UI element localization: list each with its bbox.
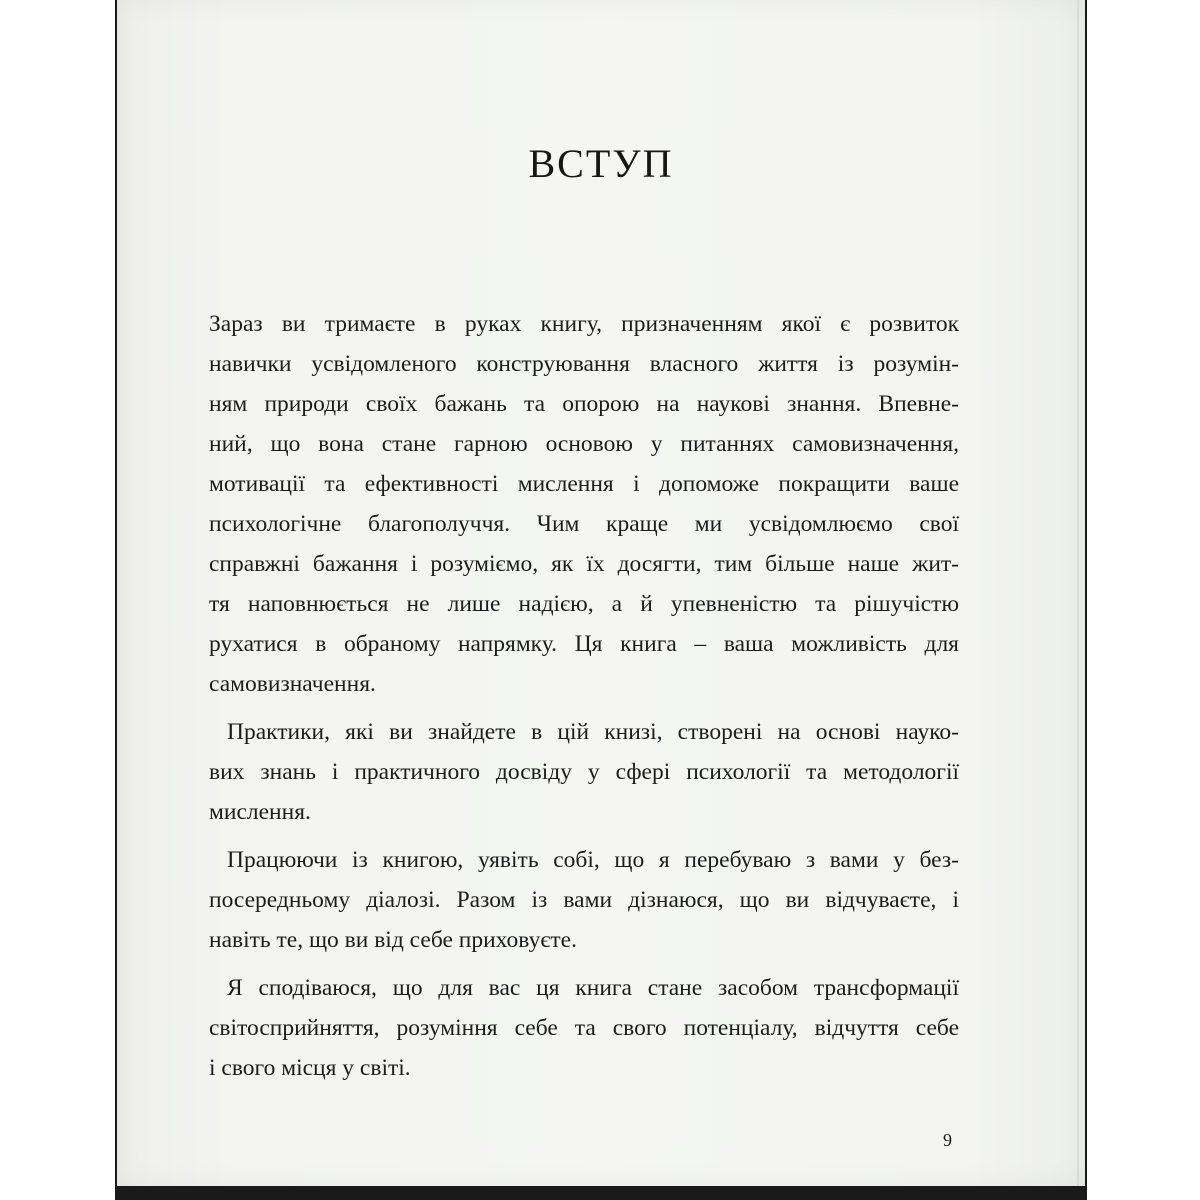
body-text <box>209 304 959 1096</box>
text-line: навіть те, що ви від себе приховуєте. <box>209 927 577 953</box>
text-line: вих знань і практичного досвіду у сфері психології та методології <box>209 759 959 785</box>
paragraph-4 <box>209 968 959 1088</box>
text-line: Працюючи із книгою, уявіть собі, що я перебуваю з вами у без- <box>227 847 959 873</box>
page-number: 9 <box>943 1130 952 1150</box>
text-line: Я сподіваюся, що для вас ця книга стане засобом трансформації <box>227 975 959 1001</box>
book-page <box>117 0 1085 1186</box>
paragraph-3 <box>209 840 959 960</box>
paragraph-1 <box>209 304 959 704</box>
text-line: світосприйняття, розуміння себе та свого потенціалу, відчуття себе <box>209 1015 959 1041</box>
text-line: мотивації та ефективності мислення і допоможе покращити ваше <box>209 471 959 497</box>
text-line: ням природи своїх бажань та опорою на наукові знання. Впевне- <box>209 391 959 417</box>
text-line: Практики, які ви знайдете в цій книзі, створені на основі науко- <box>227 719 959 745</box>
text-line: справжні бажання і розуміємо, як їх досягти, тим більше наше жит- <box>209 551 959 577</box>
chapter-title: ВСТУП <box>528 141 674 186</box>
text-line: навички усвідомленого конструювання власного життя із розумін- <box>209 351 959 377</box>
text-line: і свого місця у світі. <box>209 1055 411 1081</box>
text-line: тя наповнюється не лише надією, а й упевненістю та рішучістю <box>209 591 959 617</box>
text-line: рухатися в обраному напрямку. Ця книга – ваша можливість для <box>209 631 959 657</box>
text-line: самовизначення. <box>209 671 376 697</box>
paragraph-2 <box>209 712 959 832</box>
text-line: посередньому діалозі. Разом із вами дізнаюся, що ви відчуваєте, і <box>209 887 959 913</box>
text-line: ний, що вона стане гарною основою у питаннях самовизначення, <box>209 431 959 457</box>
text-line: Зараз ви тримаєте в руках книгу, призначенням якої є розвиток <box>209 311 959 337</box>
text-line: мислення. <box>209 799 311 825</box>
text-line: психологічне благополуччя. Чим краще ми усвідомлюємо свої <box>209 511 959 537</box>
